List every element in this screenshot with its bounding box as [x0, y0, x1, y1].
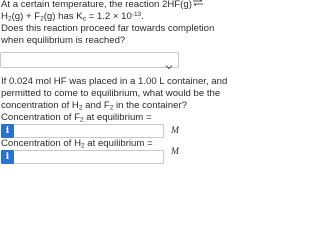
- formula-h2-phase: (g) + F: [11, 11, 41, 22]
- completion-select[interactable]: [0, 52, 179, 68]
- part2-line-3-mid: and F: [82, 100, 110, 111]
- h2-answer-row: [1, 150, 165, 162]
- equilibrium-arrow-icon: [193, 0, 203, 6]
- f2-label-pre: Concentration of F: [1, 112, 80, 123]
- h2-label-pre: Concentration of H: [1, 138, 81, 149]
- question-line-1-text: At a certain temperature, the reaction 2HF(g): [1, 0, 192, 10]
- formula-h2: H: [1, 11, 8, 22]
- part2-line-1: If 0.024 mol HF was placed in a 1.00 L container, and: [1, 76, 228, 87]
- h2-concentration-input[interactable]: [14, 150, 164, 164]
- f2-label-post: at equilibrium =: [83, 112, 152, 123]
- kc-period: .: [141, 11, 144, 22]
- part2-f2-subscript: 2: [109, 104, 114, 112]
- question-line-4: when equilibrium is reached?: [1, 35, 126, 46]
- f2-unit-label: M: [171, 125, 179, 136]
- h2-label-post: at equilibrium =: [84, 138, 153, 149]
- chevron-down-icon: [165, 57, 173, 63]
- f2-answer-row: [1, 124, 165, 138]
- h2-label-subscript: 2: [81, 142, 85, 150]
- part2-line-3-post: in the container?: [113, 100, 187, 111]
- kc-exponent: -13: [131, 11, 142, 18]
- kc-value: = 1.2 × 10: [85, 11, 132, 22]
- f2-label-subscript: 2: [79, 116, 84, 124]
- question-line-2: [1, 11, 144, 22]
- kc-subscript: c: [82, 15, 86, 23]
- part2-line-3: [1, 100, 187, 111]
- f2-concentration-input[interactable]: [14, 124, 164, 138]
- h2-answer-label: [1, 138, 153, 149]
- part2-line-3-pre: concentration of H: [1, 100, 79, 111]
- formula-f2-subscript: 2: [40, 15, 44, 23]
- f2-answer-label: [1, 112, 152, 123]
- part2-line-2: permitted to come to equilibrium, what would be the: [1, 88, 221, 99]
- question-line-1: [1, 0, 203, 10]
- part2-h2-subscript: 2: [78, 104, 83, 112]
- info-icon[interactable]: i: [1, 124, 14, 138]
- h2-unit-label: M: [171, 146, 179, 157]
- question-line-3: Does this reaction proceed far towards completion: [1, 23, 215, 34]
- formula-f2-phase: (g) has K: [43, 11, 83, 22]
- formula-h2-subscript: 2: [7, 15, 12, 23]
- info-icon[interactable]: i: [1, 150, 14, 164]
